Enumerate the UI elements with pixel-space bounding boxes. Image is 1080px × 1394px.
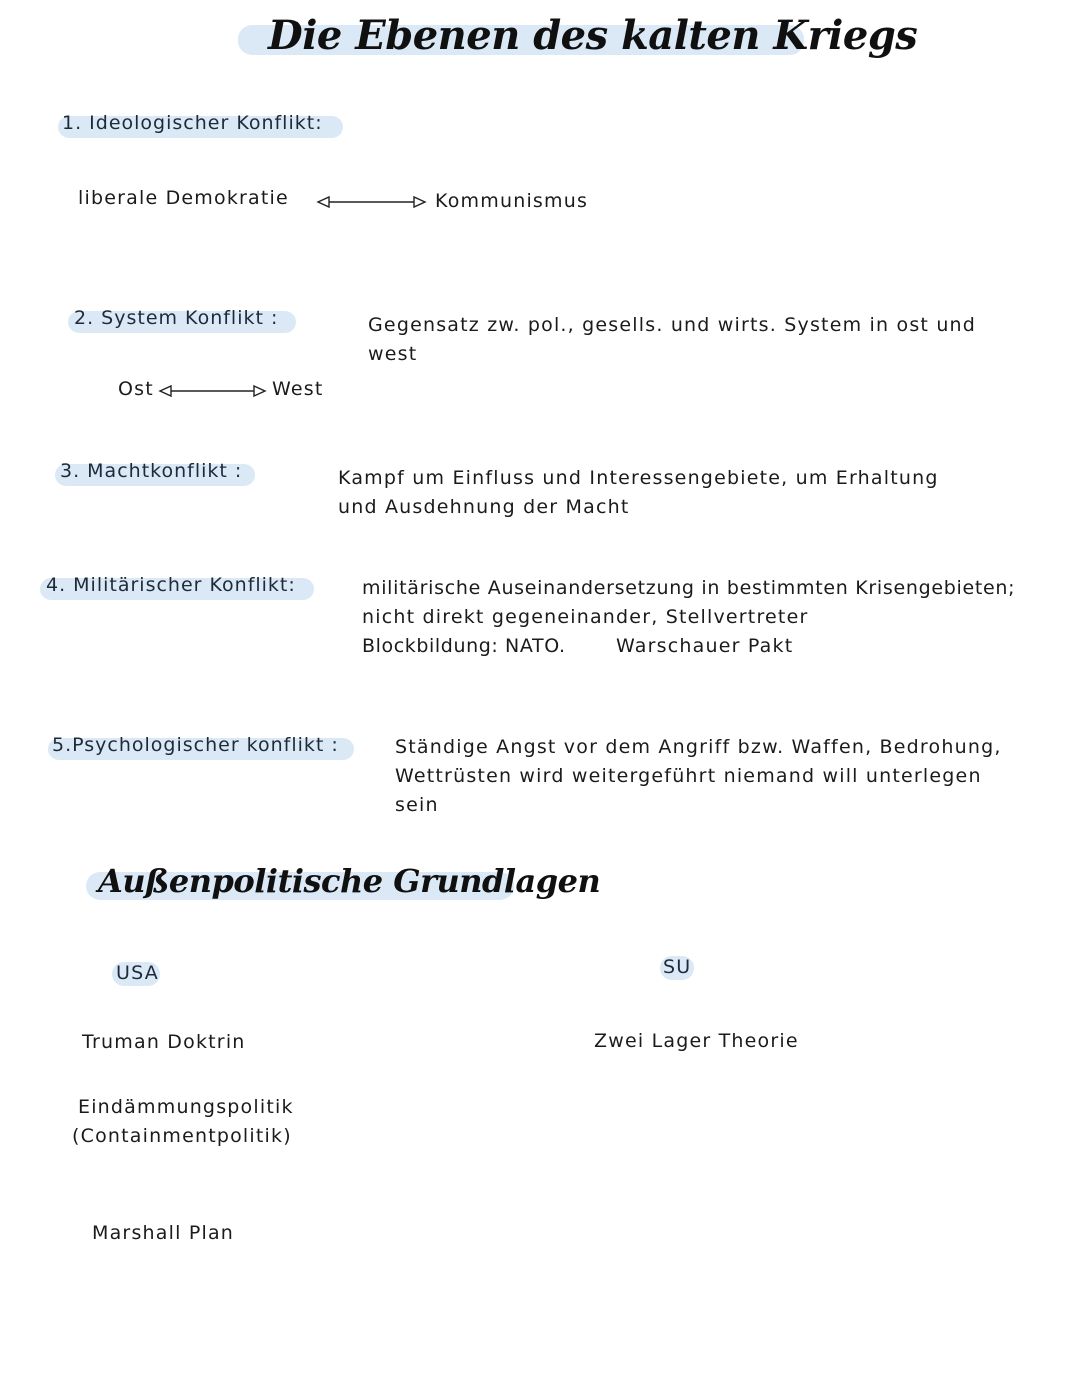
usa-item-truman: Truman Doktrin bbox=[82, 1031, 246, 1053]
usa-item-containment: (Containmentpolitik) bbox=[72, 1125, 292, 1147]
section-1-label: 1. Ideologischer Konflikt: bbox=[62, 112, 323, 134]
section-5-desc-line-3: sein bbox=[395, 794, 439, 816]
section-4-label: 4. Militärischer Konflikt: bbox=[46, 574, 296, 596]
section-1-left-term: liberale Demokratie bbox=[78, 187, 289, 209]
usa-item-eindaemmung: Eindämmungspolitik bbox=[78, 1096, 294, 1118]
section-1-right-term: Kommunismus bbox=[435, 190, 589, 212]
section-5-desc-line-2: Wettrüsten wird weitergeführt niemand will unterlegen bbox=[395, 765, 982, 787]
section-2-desc-line-2: west bbox=[368, 343, 418, 365]
subtitle: Außenpolitische Grundlagen bbox=[98, 862, 601, 900]
su-item-zwei-lager: Zwei Lager Theorie bbox=[594, 1030, 799, 1052]
section-3-desc-line-2: und Ausdehnung der Macht bbox=[338, 496, 630, 518]
double-arrow-icon bbox=[158, 383, 270, 399]
section-4-desc-line-1: militärische Auseinandersetzung in bestimmten Krisengebieten; bbox=[362, 577, 1016, 599]
usa-heading: USA bbox=[116, 962, 159, 984]
usa-item-marshall: Marshall Plan bbox=[92, 1222, 235, 1244]
section-2-right-term: West bbox=[272, 378, 324, 400]
section-2-label: 2. System Konflikt : bbox=[74, 307, 279, 329]
section-4-desc-line-2: nicht direkt gegeneinander, Stellvertreter bbox=[362, 606, 809, 628]
section-2-left-term: Ost bbox=[118, 378, 154, 400]
su-heading: SU bbox=[663, 956, 692, 978]
section-4-bloc-label: Blockbildung: NATO. bbox=[362, 635, 566, 657]
page-title: Die Ebenen des kalten Kriegs bbox=[268, 12, 918, 59]
section-5-label: 5.Psychologischer konflikt : bbox=[52, 734, 339, 756]
section-3-desc-line-1: Kampf um Einfluss und Interessengebiete, um Erhaltung bbox=[338, 467, 939, 489]
section-2-desc-line-1: Gegensatz zw. pol., gesells. und wirts. System in ost und bbox=[368, 314, 977, 336]
section-5-desc-line-1: Ständige Angst vor dem Angriff bzw. Waffen, Bedrohung, bbox=[395, 736, 1002, 758]
section-4-bloc-right: Warschauer Pakt bbox=[616, 635, 794, 657]
double-arrow-icon bbox=[316, 194, 428, 210]
section-3-label: 3. Machtkonflikt : bbox=[60, 460, 243, 482]
